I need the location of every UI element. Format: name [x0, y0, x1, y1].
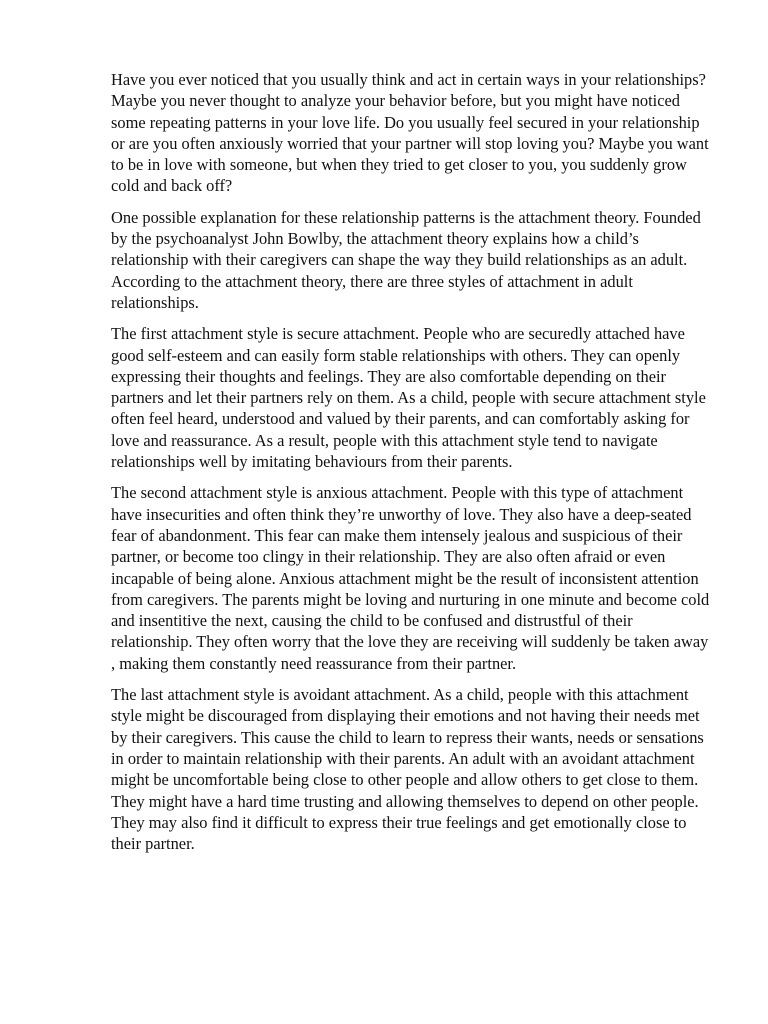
- paragraph-intro: Have you ever noticed that you usually think and act in certain ways in your relationships? Maybe you never thought to analyze your behavior before, but you might have noticed some repeating patterns in your love life. Do you usually feel secured in your relationship or are you often anxiously worried that your partner will stop loving you? Maybe you want to be in love with someone, but when they tried to get closer to you, you suddenly grow cold and back off?: [111, 70, 709, 196]
- paragraph-secure-attachment: The first attachment style is secure attachment. People who are securedly attached have good self-esteem and can easily form stable relationships with others. They can openly expressing their thoughts and feelings. They are also comfortable depending on their partners and let their partners rely on them. As a child, people with secure attachment style often feel heard, understood and valued by their parents, and can comfortably asking for love and reassurance. As a result, people with this attachment style tend to navigate relationships well by imitating behaviours from their parents.: [111, 324, 706, 472]
- document-body: [111, 69, 711, 864]
- paragraph-attachment-theory: One possible explanation for these relationship patterns is the attachment theory. Founded by the psychoanalyst John Bowlby, the attachment theory explains how a child’s relationship with their caregivers can shape the way they build relationships as an adult. According to the attachment theory, there are three styles of attachment in adult relationships.: [111, 207, 701, 312]
- paragraph-anxious-attachment: The second attachment style is anxious attachment. People with this type of attachment have insecurities and often think they’re unworthy of love. They also have a deep-seated fear of abandonment. This fear can make them intensely jealous and suspicious of their partner, or become too clingy in their relationship. They are also often afraid or even incapable of being alone. Anxious attachment might be the result of inconsistent attention from caregivers. The parents might be loving and nurturing in one minute and become cold and insentitive the next, causing the child to be confused and distrustful of their relationship. They often worry that the love they are receiving will suddenly be taken away , making them constantly need reassurance from their partner.: [111, 483, 710, 673]
- paragraph-avoidant-attachment: The last attachment style is avoidant attachment. As a child, people with this attachment style might be discouraged from displaying their emotions and not having their needs met by their caregivers. This cause the child to learn to repress their wants, needs or sensations in order to maintain relationship with their parents. An adult with an avoidant attachment might be uncomfortable being close to other people and allow others to get close to them. They might have a hard time trusting and allowing themselves to depend on other people. They may also find it difficult to express their true feelings and get emotionally close to their partner.: [111, 685, 704, 854]
